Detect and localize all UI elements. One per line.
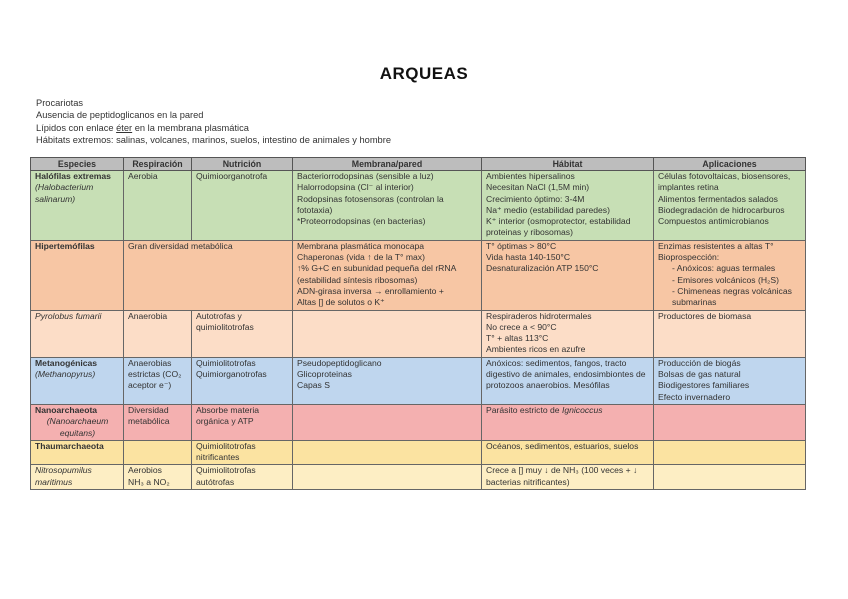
species-cell (31, 404, 124, 440)
cell-line: Enzimas resistentes a altas T° (658, 240, 774, 251)
cell-line: - Emisores volcánicos (H₂S) (672, 274, 779, 285)
header-habitat: Hábitat (482, 158, 654, 171)
cell-line: ADN-girasa inversa → enrollamiento + (297, 285, 444, 296)
cell-line: Capas S (297, 380, 330, 391)
species-cell (31, 440, 124, 465)
membrane-cell (293, 310, 482, 357)
table-row (31, 465, 806, 490)
applications-cell (654, 240, 806, 310)
respiration-cell: Anaerobias estrictas (CO₂ aceptor e⁻) (124, 357, 192, 404)
applications-cell (654, 440, 806, 465)
respiration-cell (124, 440, 192, 465)
intro-notes (36, 97, 391, 146)
respiration-cell (124, 465, 192, 490)
species-cell (31, 171, 124, 241)
cell-line: Quimiolitotrofas (196, 357, 256, 368)
species-name: Nanoarchaeota (35, 404, 98, 415)
intro-line (36, 122, 391, 134)
species-example: (Nanoarchaeum equitans) (46, 416, 109, 438)
cell-line: Ambientes ricos en azufre (486, 344, 586, 355)
cell-line: No crece a < 90°C (486, 321, 557, 332)
archaea-table (30, 157, 806, 490)
species-example: (Halobacterium salinarum) (35, 182, 94, 204)
cell-line: Respiraderos hidrotermales (486, 310, 592, 321)
cell-line: Necesitan NaCl (1,5M min) (486, 182, 590, 193)
cell-line: Efecto invernadero (658, 391, 731, 402)
cell-line: Alimentos fermentados salados (658, 193, 778, 204)
nutrition-cell: Quimioorganotrofa (192, 171, 293, 241)
cell-line: Glicoproteinas (297, 369, 352, 380)
nutrition-cell: Quimiolitotrofas autótrofas (192, 465, 293, 490)
intro-line: Ausencia de peptidoglicanos en la pared (36, 110, 204, 121)
cell-line: - Anóxicos: aguas termales (672, 263, 776, 274)
cell-line: Aerobios (128, 465, 162, 476)
intro-line: Hábitats extremos: salinas, volcanes, marinos, suelos, intestino de animales y hombre (36, 134, 391, 145)
page-title: ARQUEAS (379, 64, 469, 83)
nutrition-cell: Quimiolitotrofas nitrificantes (192, 440, 293, 465)
cell-line: Células fotovoltaicas, biosensores, implantes retina (658, 171, 791, 193)
cell-line: T° + altas 113°C (486, 333, 549, 344)
cell-line: Na⁺ medio (estabilidad paredes) (486, 204, 610, 215)
header-especies: Especies (31, 158, 124, 171)
species-cell: Nitrosopumilus maritimus (31, 465, 124, 490)
species-name: Hipertemófilas (35, 240, 95, 251)
respiration-cell: Diversidad metabólica (124, 404, 192, 440)
nutrition-cell (192, 357, 293, 404)
cell-line: Halorrodopsina (Cl⁻ al interior) (297, 182, 414, 193)
applications-cell (654, 357, 806, 404)
membrane-cell (293, 440, 482, 465)
applications-cell (654, 171, 806, 241)
table-row (31, 240, 806, 310)
respiration-cell: Anaerobia (124, 310, 192, 357)
cell-line: Membrana plasmática monocapa (297, 240, 425, 251)
header-respiracion: Respiración (124, 158, 192, 171)
table-row (31, 357, 806, 404)
cell-line: *Proteorrodopsinas (en bacterias) (297, 216, 426, 227)
nutrition-cell: Absorbe materia orgánica y ATP (192, 404, 293, 440)
species-example: (Methanopyrus) (35, 369, 96, 380)
respiration-nutrition-cell: Gran diversidad metabólica (124, 240, 293, 310)
cell-line: T° óptimas > 80°C (486, 240, 557, 251)
membrane-cell (293, 357, 482, 404)
cell-line: Quimiorganotrofas (196, 369, 267, 380)
intro-underlined: éter (116, 122, 133, 133)
habitat-cell (482, 240, 654, 310)
header-aplicaciones: Aplicaciones (654, 158, 806, 171)
cell-line: Compuestos antimicrobianos (658, 216, 769, 227)
cell-line: Rodopsinas fotosensoras (controlan la fototaxia) (297, 193, 444, 215)
table-row (31, 404, 806, 440)
cell-line: K⁺ interior (osmoprotector, estabilidad proteinas y ribosomas) (486, 216, 631, 238)
nutrition-cell: Autotrofas y quimiolitotrofas (192, 310, 293, 357)
species-name: Metanogénicas (35, 357, 98, 368)
cell-line: Producción de biogás (658, 357, 741, 368)
header-nutricion: Nutrición (192, 158, 293, 171)
membrane-cell (293, 171, 482, 241)
cell-line: Altas [] de solutos o K⁺ (297, 297, 385, 308)
cell-line: Ambientes hipersalinos (486, 171, 575, 181)
intro-text: en la membrana plasmática (132, 122, 249, 133)
header-membrana: Membrana/pared (293, 158, 482, 171)
species-cell: Pyrolobus fumarii (31, 310, 124, 357)
applications-cell (654, 404, 806, 440)
cell-line: Biodigestores familiares (658, 380, 750, 391)
habitat-cell (482, 171, 654, 241)
species-cell (31, 240, 124, 310)
cell-line: Bacteriorrodopsinas (sensible a luz) (297, 171, 434, 181)
membrane-cell (293, 404, 482, 440)
cell-line: Pseudopeptidoglicano (297, 357, 382, 368)
membrane-cell (293, 465, 482, 490)
species-cell (31, 357, 124, 404)
intro-line: Procariotas (36, 98, 84, 108)
cell-line: Bolsas de gas natural (658, 369, 741, 380)
cell-line: ↑% G+C en subunidad pequeña del rRNA (estabilidad síntesis ribosomas) (297, 263, 456, 285)
species-name: Thaumarchaeota (35, 440, 104, 451)
habitat-host: Ignicoccus (561, 404, 603, 415)
table-row (31, 171, 806, 241)
cell-line: NH₃ a NO₂ (128, 476, 170, 487)
cell-line: Desnaturalización ATP 150°C (486, 263, 599, 274)
cell-line: Crecimiento óptimo: 3-4M (486, 193, 585, 204)
table-row (31, 440, 806, 465)
intro-text: Lípidos con enlace (36, 122, 117, 133)
applications-cell: Productores de biomasa (654, 310, 806, 357)
habitat-cell: Crece a [] muy ↓ de NH₃ (100 veces + ↓ bacterias nitrificantes) (482, 465, 654, 490)
respiration-cell: Aerobia (124, 171, 192, 241)
cell-line: Chaperonas (vida ↑ de la T° max) (297, 252, 425, 263)
habitat-cell (482, 310, 654, 357)
habitat-cell (482, 404, 654, 440)
habitat-text: Parásito estricto de (486, 404, 562, 415)
cell-line: Vida hasta 140-150°C (486, 252, 571, 263)
species-name: Halófilas extremas (35, 171, 111, 181)
applications-cell (654, 465, 806, 490)
habitat-cell: Anóxicos: sedimentos, fangos, tracto digestivo de animales, endosimbiontes de protozoos anaerobios. Mesófilas (482, 357, 654, 404)
cell-line: Bioprospección: (658, 252, 720, 263)
membrane-cell (293, 240, 482, 310)
cell-line: - Chimeneas negras volcánicas submarinas (672, 285, 792, 308)
table-header-row (31, 158, 806, 171)
table-row (31, 310, 806, 357)
cell-line: Biodegradación de hidrocarburos (658, 204, 785, 215)
habitat-cell: Océanos, sedimentos, estuarios, suelos (482, 440, 654, 465)
